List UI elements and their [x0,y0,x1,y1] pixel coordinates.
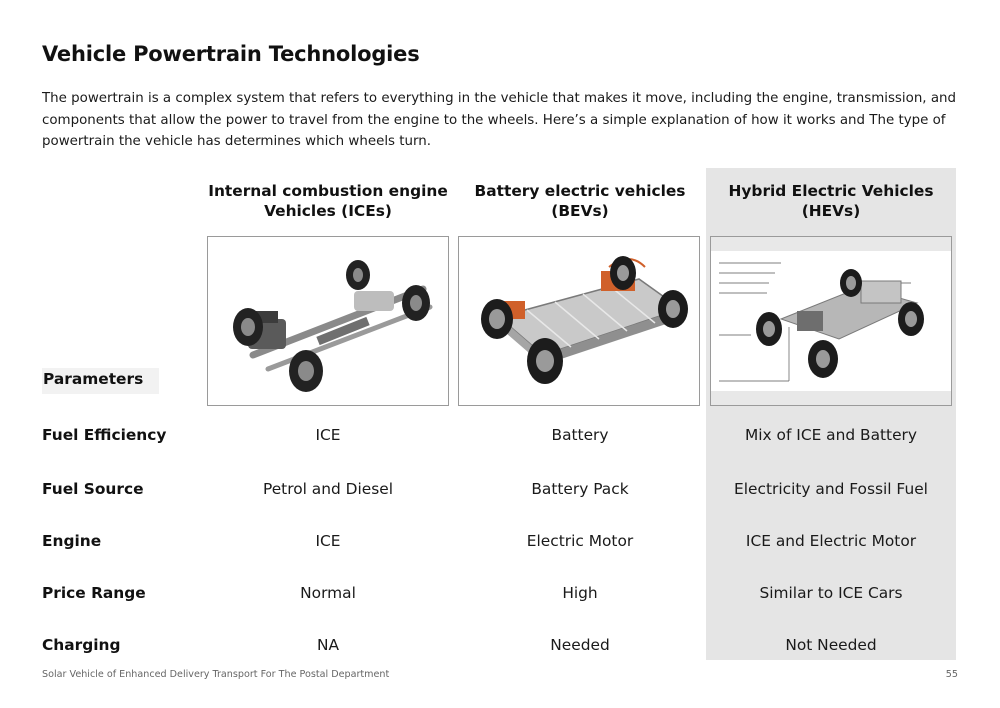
row-label-price-range: Price Range [42,584,146,602]
page-title: Vehicle Powertrain Technologies [42,42,420,66]
ice-chassis-image [207,236,449,406]
column-heading-hev: Hybrid Electric Vehicles (HEVs) [728,182,934,220]
cell-charging-ice: NA [316,636,340,654]
cell-charging-hev: Not Needed [785,636,877,654]
cell-fuel-efficiency-bev: Battery [551,426,609,444]
footer-text: Solar Vehicle of Enhanced Delivery Transport For The Postal Department [42,669,390,680]
cell-fuel-source-ice: Petrol and Diesel [262,480,394,498]
cell-fuel-source-bev: Battery Pack [531,480,629,498]
ice-chassis-illustration [208,237,448,405]
cell-price-range-hev: Similar to ICE Cars [759,584,903,602]
cell-fuel-efficiency-ice: ICE [315,426,341,444]
row-label-engine: Engine [42,532,102,550]
column-heading-bev: Battery electric vehicles (BEVs) [474,182,686,220]
row-label-charging: Charging [42,636,121,654]
cell-price-range-ice: Normal [300,584,356,602]
bev-chassis-illustration [459,237,699,405]
hev-chassis-illustration [711,237,951,405]
intro-paragraph: The powertrain is a complex system that refers to everything in the vehicle that makes it move, including the engine, transmission, and components that allow the power to travel from the engine to the wheels. Here’s a simple explanation of how it works and The type of powertrain the vehicle has determines which wheels turn. [42,91,957,149]
cell-engine-hev: ICE and Electric Motor [745,532,917,550]
cell-engine-ice: ICE [315,532,341,550]
bev-chassis-image [458,236,700,406]
hev-chassis-image [710,236,952,406]
column-heading-ice: Internal combustion engine Vehicles (ICEs) [208,182,448,220]
cell-fuel-source-hev: Electricity and Fossil Fuel [734,480,928,498]
cell-fuel-efficiency-hev: Mix of ICE and Battery [745,426,917,444]
parameters-label: Parameters [42,368,159,394]
cell-price-range-bev: High [562,584,598,602]
cell-charging-bev: Needed [550,636,610,654]
row-label-fuel-source: Fuel Source [42,480,144,498]
row-label-fuel-efficiency: Fuel Efficiency [42,426,167,444]
page-number: 55 [945,669,958,680]
cell-engine-bev: Electric Motor [526,532,634,550]
